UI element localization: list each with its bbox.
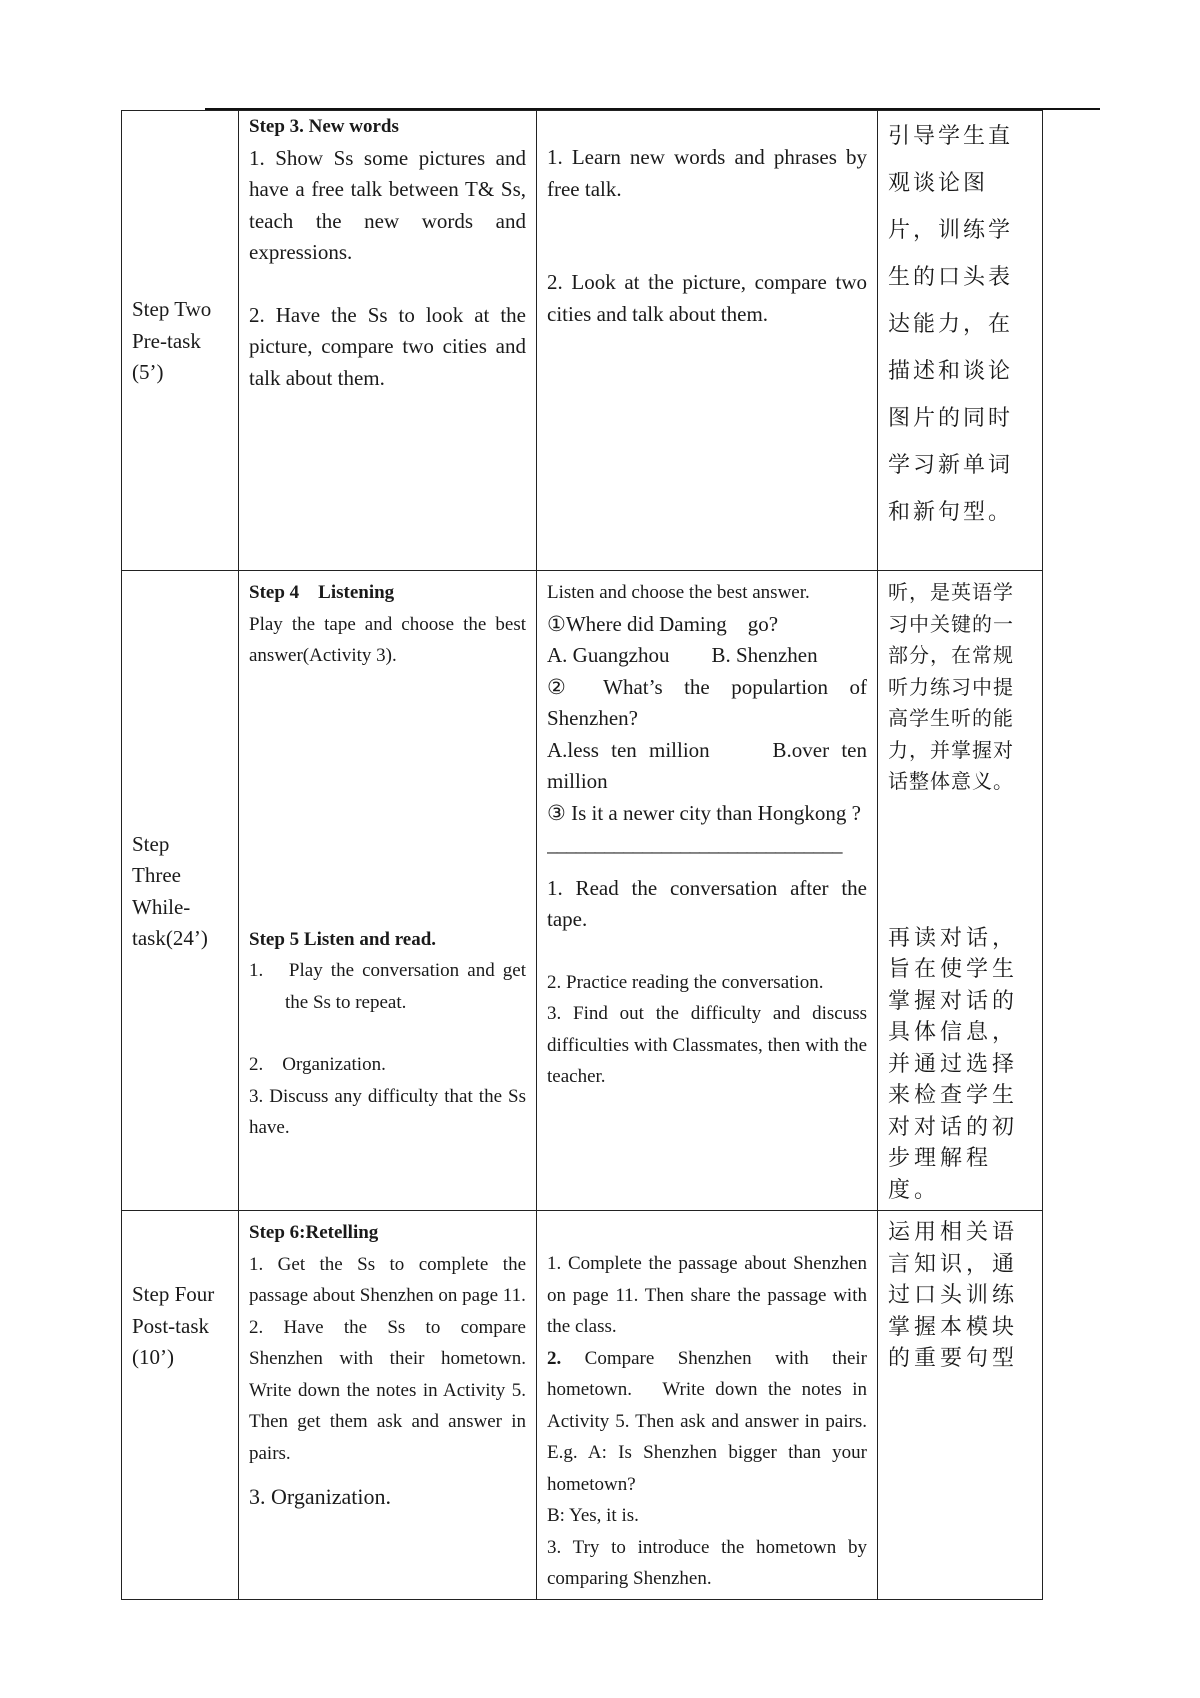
row-pre-task [122,111,1043,571]
purpose-text: 听，是英语学习中关键的一部分，在常规听力练习中提高学生听的能力，并掌握对话整体意义。 [888,580,1014,793]
teacher-activity-post-task [239,1211,537,1600]
student-item: 1. Learn new words and phrases by free talk. [547,145,867,201]
student-item: 2. Look at the picture, compare two cities and talk about them. [547,270,867,326]
step-phase: Pre-task [132,328,201,353]
purpose-text: 再读对话，旨在使学生掌握对话的具体信息，并通过选择来检查学生对对话的初步理解程度。 [888,925,1019,1203]
question-3: ③ Is it a newer city than Hongkong ? [547,800,861,825]
student-item: 2. Practice reading the conversation. [547,971,824,993]
step-label-while-task [122,571,239,1211]
teacher-item: 2. Organization. [249,1054,386,1075]
step-phase: Post-task [132,1313,210,1338]
student-activity-post-task [537,1211,878,1600]
row-post-task [122,1211,1043,1600]
student-item: B: Yes, it is. [547,1505,639,1526]
listening-instruction: Listen and choose the best answer. [547,582,810,603]
step-name: Step Four [132,1282,215,1306]
student-item: 1. Read the conversation after the tape. [547,875,867,931]
step-label-pre-task [122,111,239,571]
item-text: Compare Shenzhen with their hometown. Write down the notes in Activity 5. Then ask and answer in pairs. E.g. A: Is Shenzhen bigger than your hometown? [547,1347,867,1495]
teacher-heading: Step 6:Retelling [249,1222,379,1243]
teacher-item: 2. Have the Ss to look at the picture, compare two cities and talk about them. [249,302,526,390]
student-item: 3. Try to introduce the hometown by comparing Shenzhen. [547,1536,867,1589]
step-phase: While- [132,894,191,919]
teacher-heading: Step 5 Listen and read. [249,928,437,950]
teacher-item: 2. Have the Ss to compare Shenzhen with their hometown. Write down the notes in Activity 5. Then get them ask and answer in pairs. [249,1316,526,1464]
question-1-options: A. Guangzhou B. Shenzhen [547,643,818,667]
step-label-post-task [122,1211,239,1600]
student-item [547,1343,867,1501]
purpose-post-task [878,1211,1043,1600]
student-item: 1. Complete the passage about Shenzhen on page 11. Then share the passage with the class. [547,1253,867,1337]
lesson-plan-table [121,110,1043,1600]
question-1: ①Where did Daming go? [547,611,779,636]
teacher-item: 1. Play the conversation and get the Ss to repeat. [249,960,526,1013]
teacher-item: 1. Show Ss some pictures and have a free talk between T& Ss, teach the new words and expressions. [249,145,526,264]
teacher-heading: Step 4 Listening [249,582,395,603]
row-while-task [122,571,1043,1211]
purpose-pre-task [878,111,1043,571]
step-name: Three [132,863,181,887]
teacher-activity-pre-task [239,111,537,571]
item-number: 2. [547,1347,562,1369]
teacher-item: 3. Organization. [249,1484,391,1509]
step-time: (10’) [132,1345,174,1369]
teacher-item: Play the tape and choose the best answer(Activity 3). [249,613,526,666]
teacher-item: 3. Discuss any difficulty that the Ss have. [249,1085,526,1138]
teacher-activity-while-task [239,571,537,1211]
teacher-item: 1. Get the Ss to complete the passage about Shenzhen on page 11. [249,1253,526,1306]
answer-blank: _______________________________ [547,832,842,856]
student-activity-pre-task [537,111,878,571]
purpose-text: 引导学生直观谈论图片，训练学生的口头表达能力，在描述和谈论图片的同时学习新单词和新句型。 [888,124,1014,525]
purpose-while-task [878,571,1043,1211]
question-2-options: A.less ten million B.over ten million [547,737,867,793]
step-time: (5’) [132,360,164,385]
question-2: ② What’s the populartion of Shenzhen? [547,674,867,730]
student-item: 3. Find out the difficulty and discuss difficulties with Classmates, then with the teacher. [547,1003,867,1087]
purpose-text: 运用相关语言知识，通过口头训练掌握本模块的重要句型 [888,1220,1019,1371]
step-time: task(24’) [132,926,208,950]
step-name: Step Two [132,297,212,322]
step-name: Step [132,831,170,856]
teacher-heading: Step 3. New words [249,116,399,137]
student-activity-while-task [537,571,878,1211]
